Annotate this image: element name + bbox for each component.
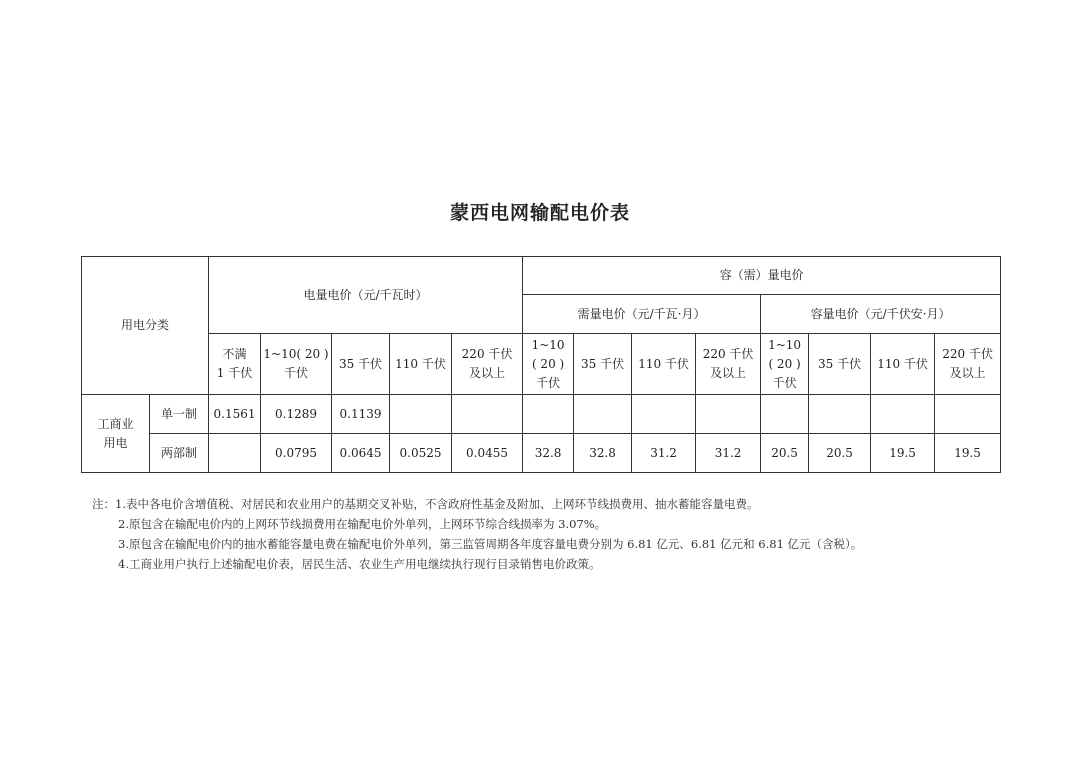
table-cell xyxy=(809,395,871,434)
table-cell: 0.0645 xyxy=(332,434,390,473)
note-item: 3.原包含在输配电价内的抽水蓄能容量电费在输配电价外单列，第三监管周期各年度容量电费分别为 6.81 亿元、6.81 亿元和 6.81 亿元（含税）。 xyxy=(118,537,863,551)
capacity-price-header: 容量电价（元/千伏安·月） xyxy=(761,295,1001,334)
energy-level-header: 110 千伏 xyxy=(390,334,452,395)
user-type-cell: 工商业 用电 xyxy=(82,395,150,473)
table-cell xyxy=(209,434,261,473)
demand-level-header: 110 千伏 xyxy=(632,334,696,395)
table-cell xyxy=(574,395,632,434)
table-cell: 32.8 xyxy=(574,434,632,473)
capacity-level-header: 35 千伏 xyxy=(809,334,871,395)
table-cell: 20.5 xyxy=(809,434,871,473)
energy-level-header: 35 千伏 xyxy=(332,334,390,395)
row-label: 单一制 xyxy=(150,395,209,434)
table-row xyxy=(82,395,1001,434)
note-item: 2.原包含在输配电价内的上网环节线损费用在输配电价外单列，上网环节综合线损率为 3.07%。 xyxy=(118,517,607,531)
table-cell: 20.5 xyxy=(761,434,809,473)
table-cell: 0.0525 xyxy=(390,434,452,473)
table-cell: 0.0455 xyxy=(452,434,523,473)
note-item: 注：1.表中各电价含增值税、对居民和农业用户的基期交叉补贴，不含政府性基金及附加、上网环节线损费用、抽水蓄能容量电费。 xyxy=(92,497,759,511)
row-label: 两部制 xyxy=(150,434,209,473)
table-cell xyxy=(761,395,809,434)
table-cell: 19.5 xyxy=(935,434,1001,473)
table-cell: 31.2 xyxy=(696,434,761,473)
energy-level-header: 不满 1 千伏 xyxy=(209,334,261,395)
tariff-table xyxy=(81,256,1001,473)
capacity-level-header: 1~10 ( 20 ) 千伏 xyxy=(761,334,809,395)
table-cell: 0.1289 xyxy=(261,395,332,434)
energy-level-header: 220 千伏 及以上 xyxy=(452,334,523,395)
table-cell xyxy=(523,395,574,434)
demand-level-header: 35 千伏 xyxy=(574,334,632,395)
table-cell xyxy=(452,395,523,434)
document-title: 蒙西电网输配电价表 xyxy=(449,202,630,224)
table-cell: 31.2 xyxy=(632,434,696,473)
table-cell xyxy=(871,395,935,434)
table-cell xyxy=(390,395,452,434)
energy-price-header: 电量电价（元/千瓦时） xyxy=(209,257,523,334)
table-row xyxy=(82,434,1001,473)
demand-price-header: 需量电价（元/千瓦·月） xyxy=(523,295,761,334)
demand-level-header: 220 千伏 及以上 xyxy=(696,334,761,395)
table-cell: 0.0795 xyxy=(261,434,332,473)
capacity-demand-header: 容（需）量电价 xyxy=(523,257,1001,295)
capacity-level-header: 110 千伏 xyxy=(871,334,935,395)
capacity-level-header: 220 千伏 及以上 xyxy=(935,334,1001,395)
notes-section xyxy=(92,494,992,574)
energy-level-header: 1~10( 20 ) 千伏 xyxy=(261,334,332,395)
note-item: 4.工商业用户执行上述输配电价表，居民生活、农业生产用电继续执行现行目录销售电价政策。 xyxy=(118,557,601,571)
table-cell xyxy=(935,395,1001,434)
table-cell xyxy=(632,395,696,434)
table-cell xyxy=(696,395,761,434)
table-cell: 32.8 xyxy=(523,434,574,473)
table-cell: 19.5 xyxy=(871,434,935,473)
table-cell: 0.1139 xyxy=(332,395,390,434)
demand-level-header: 1~10 ( 20 ) 千伏 xyxy=(523,334,574,395)
table-cell: 0.1561 xyxy=(209,395,261,434)
category-header: 用电分类 xyxy=(82,257,209,395)
